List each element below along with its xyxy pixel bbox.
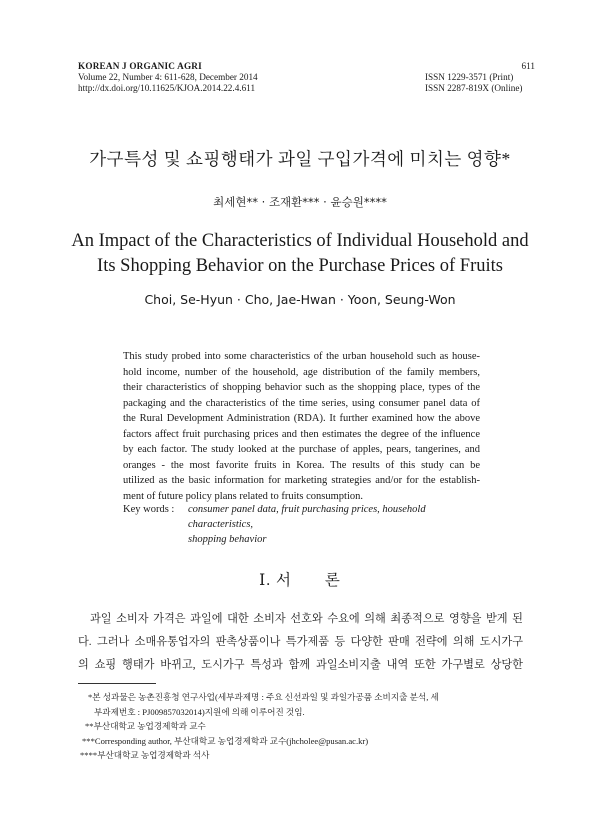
body-line: 의 쇼핑 행태가 바뀌고, 도시가구 특성과 함께 과일소비지출 내역 또한 가구별로 상당한 [78, 659, 523, 671]
keywords-line: shopping behavior [188, 534, 267, 545]
footnotes [80, 690, 530, 763]
journal-name: KOREAN J ORGANIC AGRI [78, 61, 202, 71]
footnote-text: 본 성과물은 농촌진흥청 연구사업(세부과제명 : 주요 신선과일 및 과일가공품 소비지출 분석, 세 [92, 692, 439, 702]
abstract-line: This study probed into some characteristics of the urban household such as house- [123, 351, 480, 362]
footnote-mark: *** [82, 735, 95, 746]
footnote-mark: **** [80, 750, 98, 760]
english-title [0, 229, 600, 279]
abstract-line: ment of future policy plans related to fruits consumption. [123, 490, 363, 502]
abstract [123, 349, 480, 504]
abstract-line: oranges - the most favorite fruits in Korea. The results of this study can be [123, 459, 480, 471]
body-paragraph [78, 608, 523, 677]
english-title-line: An Impact of the Characteristics of Individual Household and [71, 231, 529, 251]
issn-online: ISSN 2287-819X (Online) [425, 83, 523, 93]
footnote-text: 부산대학교 농업경제학과 교수 [93, 721, 206, 731]
issn-print: ISSN 1229-3571 (Print) [425, 72, 514, 82]
korean-authors: 최세현** · 조재환*** · 윤승원**** [213, 195, 387, 209]
abstract-line: hold income, number of the household, age distribution of the family members, [123, 366, 480, 378]
footnote-mark: ** [85, 721, 94, 731]
body-line: 다. 그러나 소매유통업자의 판촉상품이나 특가제품 등 다양한 판매 전략에 의해 도시가구 [78, 636, 523, 648]
section-heading: Ⅰ. 서 론 [259, 572, 341, 589]
doi-link[interactable]: http://dx.doi.org/10.11625/KJOA.2014.22.4.611 [78, 83, 256, 93]
footnote-text: Corresponding author, 부산대학교 농업경제학과 교수(jhcholee@pusan.ac.kr) [94, 735, 369, 746]
korean-title: 가구특성 및 쇼핑행태가 과일 구입가격에 미치는 영향* [89, 149, 511, 169]
keywords-values [188, 502, 488, 547]
body-line: 과일 소비자 가격은 과일에 대한 소비자 선호와 수요에 의해 최종적으로 영향을 받게 된 [90, 613, 523, 625]
footnote-mark: * [88, 692, 93, 702]
abstract-line: factors affect fruit purchasing prices and then estimates the degree of the influence [123, 428, 480, 440]
abstract-line: the Rural Development Administration (RDA). It further examined how the above [123, 413, 480, 424]
english-authors: Choi, Se-Hyun · Cho, Jae-Hwan · Yoon, Seung-Won [144, 292, 456, 307]
keywords-line: consumer panel data, fruit purchasing prices, household characteristics, [188, 504, 426, 530]
journal-header [78, 61, 258, 94]
keywords-label: Key words : [123, 504, 175, 515]
footnote-text: 부과제번호 : PJ009857032014)지원에 의해 이루어진 것임. [94, 706, 305, 717]
page-number: 611 [521, 61, 535, 71]
footnote [80, 734, 530, 749]
abstract-line: their characteristics of shopping behavior such as the shopping place, types of the [123, 382, 480, 393]
footnote [80, 690, 530, 705]
english-title-line: Its Shopping Behavior on the Purchase Prices of Fruits [97, 256, 503, 276]
footnote-text: 부산대학교 농업경제학과 석사 [97, 750, 210, 760]
abstract-line: packaging and the characteristics of the time series, using consumer panel data of [123, 397, 480, 409]
volume-info: Volume 22, Number 4: 611-628, December 2014 [78, 72, 258, 82]
abstract-line: utilized as the basic information for marketing strategies and/or for the establish- [123, 475, 480, 486]
abstract-line: by each factor. The study looked at the purchase of apples, pears, tangerines, and [123, 444, 480, 455]
footnote [80, 719, 530, 734]
footnote [80, 748, 530, 763]
issn-block [425, 61, 535, 94]
footnote-divider [78, 683, 156, 684]
footnote [80, 705, 530, 720]
